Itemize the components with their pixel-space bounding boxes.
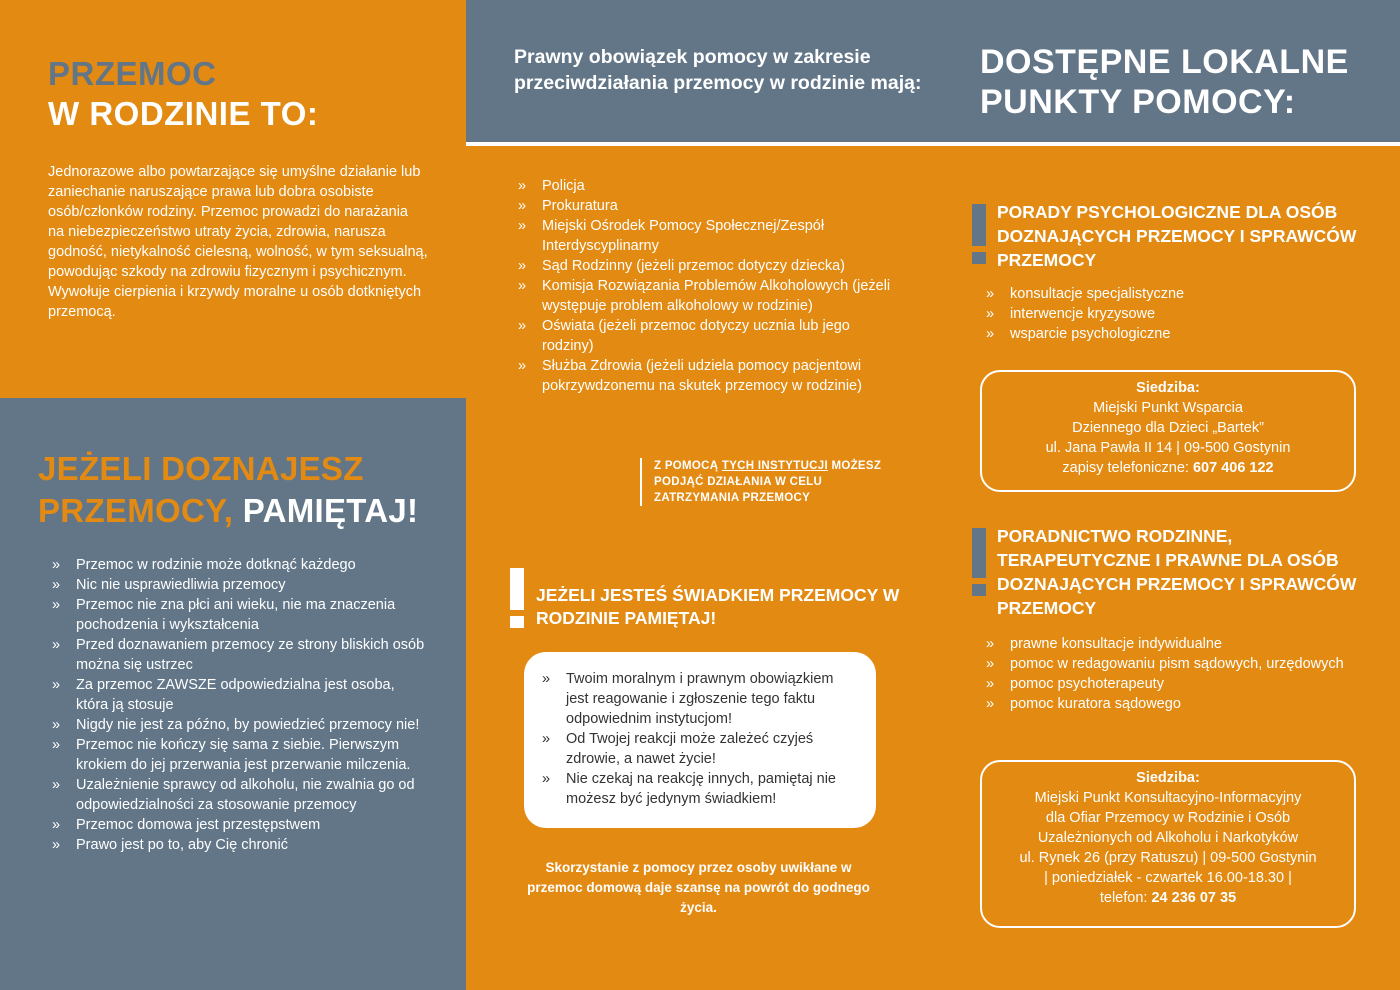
psych-section-title: PORADY PSYCHOLOGICZNE DLA OSÓB DOZNAJĄCYCH PRZEMOCY I SPRAWCÓW PRZEMOCY — [997, 202, 1357, 270]
list-item: » Miejski Ośrodek Pomocy Społecznej/Zespół Interdyscyplinarny — [516, 216, 896, 256]
list-item: » Za przemoc ZAWSZE odpowiedzialna jest osoba, która ją stosuje — [50, 675, 430, 715]
remember-panel — [0, 398, 466, 990]
phone-label: zapisy telefoniczne: — [1062, 460, 1189, 476]
list-item: » pomoc psychoterapeuty — [984, 674, 1364, 694]
definition-text: Jednorazowe albo powtarzające się umyślne działanie lub zaniechanie naruszające prawa lub dobra osobiste osób/członków rodziny. Przemoc prowadzi do narażania na niebezpieczeństwo utraty życia, zdrowia, narusza godność, nietykalność cielesną, wolność, w tym seksualną, powodując szkody na zdrowiu fizycznym i psychicznym. Wywołuje cierpienia i krzywdy moralne u osób dotkniętych przemocą. — [48, 164, 428, 320]
list-item: » konsultacje specjalistyczne — [984, 284, 1364, 304]
counseling-services-list — [984, 634, 1364, 714]
list-item: » Sąd Rodzinny (jeżeli przemoc dotyczy dziecka) — [516, 256, 896, 276]
list-item: » prawne konsultacje indywidualne — [984, 634, 1364, 654]
list-item: » pomoc w redagowaniu pism sądowych, urzędowych — [984, 654, 1364, 674]
obligation-heading: Prawny obowiązek pomocy w zakresie przeciwdziałania przemocy w rodzinie mają: — [514, 46, 922, 94]
list-item: » pomoc kuratora sądowego — [984, 694, 1364, 714]
hours-line: | poniedziałek - czwartek 16.00-18.30 | — [1044, 870, 1292, 886]
definition-title — [48, 54, 318, 134]
address-label: Siedziba: — [1136, 770, 1200, 786]
note-suffix: MOŻESZ PODJĄĆ DZIAŁANIA W CELU ZATRZYMANIA PRZEMOCY — [654, 460, 882, 504]
list-item: » Przemoc domowa jest przestępstwem — [50, 815, 430, 835]
address-line: dla Ofiar Przemocy w Rodzinie i Osób — [1045, 810, 1291, 826]
exclamation-icon — [972, 528, 986, 596]
remember-title-part2: PAMIĘTAJ! — [242, 492, 419, 529]
list-item: » Od Twojej reakcji może zależeć czyjeś zdrowie, a nawet życie! — [540, 729, 858, 769]
phone-number[interactable]: 607 406 122 — [1192, 460, 1274, 476]
list-item: » Przemoc nie zna płci ani wieku, nie ma znaczenia pochodzenia i wykształcenia — [50, 595, 430, 635]
list-item: » Nic nie usprawiedliwia przemocy — [50, 575, 430, 595]
local-help-header — [966, 0, 1400, 142]
list-item: » Twoim moralnym i prawnym obowiązkiem jest reagowanie i zgłoszenie tego faktu odpowiednim instytucjom! — [540, 669, 858, 729]
address-line: Miejski Punkt Wsparcia — [1093, 400, 1243, 416]
list-item: » Policja — [516, 176, 896, 196]
list-item: » Komisja Rozwiązania Problemów Alkoholowych (jeżeli występuje problem alkoholowy w rodzinie) — [516, 276, 896, 316]
remember-list — [50, 555, 430, 855]
definition-title-line1: PRZEMOC — [48, 55, 217, 92]
list-item: » Przemoc w rodzinie może dotknąć każdego — [50, 555, 430, 575]
closing-statement: Skorzystanie z pomocy przez osoby uwikłane w przemoc domową daje szansę na powrót do godnego życia. — [527, 860, 870, 915]
remember-title-part1: JEŻELI DOZNAJESZ PRZEMOCY, — [38, 450, 364, 529]
address-label: Siedziba: — [1136, 380, 1200, 396]
witness-list — [540, 669, 858, 809]
list-item: » Przed doznawaniem przemocy ze strony bliskich osób można się ustrzec — [50, 635, 430, 675]
note-prefix: Z POMOCĄ — [654, 460, 719, 472]
psych-address-box — [980, 370, 1356, 492]
counseling-section-title: PORADNICTWO RODZINNE, TERAPEUTYCZNE I PRAWNE DLA OSÓB DOZNAJĄCYCH PRZEMOCY I SPRAWCÓW PRZEMOCY — [997, 526, 1357, 618]
local-help-panel — [966, 146, 1400, 990]
list-item: » Oświata (jeżeli przemoc dotyczy ucznia lub jego rodziny) — [516, 316, 896, 356]
exclamation-icon — [510, 568, 524, 628]
institutions-list — [516, 176, 896, 396]
psych-services-list — [984, 284, 1364, 344]
address-line: Uzależnionych od Alkoholu i Narkotyków — [1037, 830, 1299, 846]
list-item: » Uzależnienie sprawcy od alkoholu, nie zwalnia go od odpowiedzialności za stosowanie przemocy — [50, 775, 430, 815]
obligation-header — [466, 0, 966, 142]
list-item: » Nie czekaj na reakcję innych, pamiętaj nie możesz być jedynym świadkiem! — [540, 769, 858, 809]
address-line: ul. Rynek 26 (przy Ratuszu) | 09-500 Gostynin — [1019, 850, 1317, 866]
counseling-address-box — [980, 760, 1356, 928]
institutions-note — [640, 458, 900, 506]
exclamation-icon — [972, 204, 986, 264]
address-line: ul. Jana Pawła II 14 | 09-500 Gostynin — [1045, 440, 1291, 456]
list-item: » wsparcie psychologiczne — [984, 324, 1364, 344]
phone-line — [982, 458, 1354, 478]
list-item: » Prokuratura — [516, 196, 896, 216]
phone-label: telefon: — [1099, 890, 1148, 906]
institutions-panel — [466, 146, 966, 990]
list-item: » Służba Zdrowia (jeżeli udziela pomocy pacjentowi pokrzywdzonemu na skutek przemocy w rodzinie) — [516, 356, 896, 396]
phone-number[interactable]: 24 236 07 35 — [1151, 890, 1237, 906]
list-item: » Przemoc nie kończy się sama z siebie. Pierwszym krokiem do jej przerwania jest przerwanie milczenia. — [50, 735, 430, 775]
note-link: TYCH INSTYTUCJI — [721, 460, 828, 472]
list-item: » interwencje kryzysowe — [984, 304, 1364, 324]
phone-line — [982, 888, 1354, 908]
definition-panel — [0, 0, 466, 398]
definition-title-line2: W RODZINIE TO: — [48, 95, 319, 132]
remember-title — [38, 448, 466, 532]
address-line: Miejski Punkt Konsultacyjno-Informacyjny — [1034, 790, 1302, 806]
witness-card — [524, 652, 876, 828]
witness-title: JEŻELI JESTEŚ ŚWIADKIEM PRZEMOCY W RODZINIE PAMIĘTAJ! — [536, 585, 900, 628]
list-item: » Prawo jest po to, aby Cię chronić — [50, 835, 430, 855]
list-item: » Nigdy nie jest za późno, by powiedzieć przemocy nie! — [50, 715, 430, 735]
address-line: Dziennego dla Dzieci „Bartek” — [1072, 420, 1264, 436]
local-help-heading: DOSTĘPNE LOKALNE PUNKTY POMOCY: — [980, 43, 1349, 121]
